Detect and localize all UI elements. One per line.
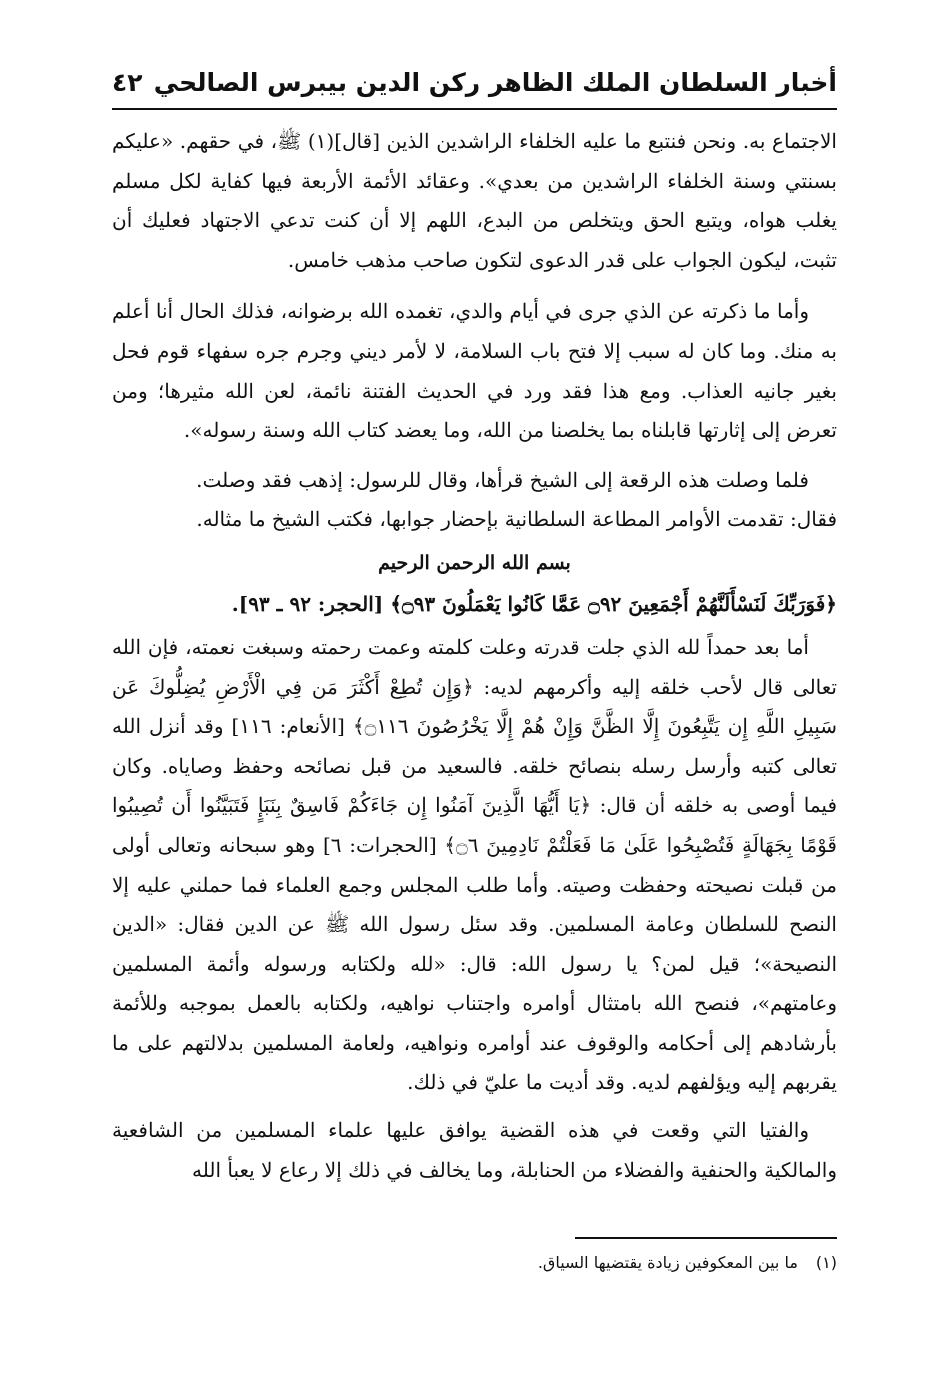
running-title: أخبار السلطان الملك الظاهر ركن الدين بيبرس الصالحي	[153, 68, 837, 97]
running-header	[112, 60, 837, 106]
footnote	[300, 1249, 837, 1277]
quran-verse-line: ﴿فَوَرَبِّكَ لَنَسْأَلَنَّهُمْ أَجْمَعِينَ ۝٩٢ عَمَّا كَانُوا يَعْمَلُونَ ۝٩٣﴾ [الحجر: ٩٢ ـ ٩٣].	[231, 591, 837, 616]
paragraph-2: وأما ما ذكرته عن الذي جرى في أيام والدي، تغمده الله برضوانه، فذلك الحال أنا أعلم به منك. وما كان له سبب إلا فتح باب السلامة، لا لأمر ديني وجرم جره سفهاء قوم فحل بغير جانيه العذاب. ومع هذا فقد ورد في الحديث الفتنة نائمة، لعن الله مثيرها؛ ومن تعرض إلى إثارتها قابلناه بما يخلصنا من الله، وما يعضد كتاب الله وسنة رسوله».	[112, 299, 837, 443]
paragraph-6: والفتيا التي وقعت في هذه القضية يوافق عليها علماء المسلمين من الشافعية والمالكية والحنفية والفضلاء من الحنابلة، وما يخالف في ذلك إلا رعاع لا يعبأ الله	[112, 1118, 837, 1182]
footnote-text: ما بين المعكوفين زيادة يقتضيها السياق.	[537, 1253, 798, 1272]
header-rule	[112, 108, 837, 110]
basmala-calligraphy: بسم الله الرحمن الرحيم	[378, 551, 571, 574]
footnote-number: (١)	[815, 1253, 837, 1272]
paragraph-3: فلما وصلت هذه الرقعة إلى الشيخ قرأها، وقال للرسول: إذهب فقد وصلت.	[196, 467, 809, 492]
paragraph-4: فقال: تقدمت الأوامر المطاعة السلطانية بإحضار جوابها، فكتب الشيخ ما مثاله.	[196, 507, 837, 532]
paragraph-1: الاجتماع به. ونحن فنتبع ما عليه الخلفاء الراشدين الذين [قال](١) ﷺ، في حقهم. «عليكم بسنتي وسنة الخلفاء الراشدين من بعدي». وعقائد الأئمة الأربعة فيها كفاية لكل مسلم يغلب هواه، ويتبع الحق ويتخلص من البدع، اللهم إلا أن كنت تدعي الاجتهاد فعليك أن تثبت، ليكون الجواب على قدر الدعوى لتكون صاحب مذهب خامس.	[112, 129, 837, 272]
page-number: ٤٢	[112, 68, 143, 97]
paragraph-5: أما بعد حمداً لله الذي جلت قدرته وعلت كلمته وعمت رحمته وسبغت نعمته، فإن الله تعالى قال لأحب خلقه إليه وأكرمهم لديه: ﴿وَإِن تُطِعْ أَكْثَرَ مَن فِي الْأَرْضِ يُضِلُّوكَ عَن سَبِيلِ اللَّهِ إِن يَتَّبِعُونَ إِلَّا الظَّنَّ وَإِنْ هُمْ إِلَّا يَخْرُصُونَ ۝١١٦﴾ [الأنعام: ١١٦] وقد أنزل الله تعالى كتبه وأرسل رسله بنصائح خلقه. فالسعيد من قبل نصائحه وحفظ وصاياه. وكان فيما أوصى به خلقه أن قال: ﴿يَا أَيُّهَا الَّذِينَ آمَنُوا إِن جَاءَكُمْ فَاسِقٌ بِنَبَإٍ فَتَبَيَّنُوا أَن تُصِيبُوا قَوْمًا بِجَهَالَةٍ فَتُصْبِحُوا عَلَىٰ مَا فَعَلْتُمْ نَادِمِينَ ۝٦﴾ [الحجرات: ٦] وهو سبحانه وتعالى أولى من قبلت نصيحته وحفظت وصيته. وأما طلب المجلس وجمع العلماء فما حملني عليه إلا النصح للسلطان وعامة المسلمين. وقد سئل رسول الله ﷺ عن الدين فقال: «الدين النصيحة»؛ قيل لمن؟ يا رسول الله: قال: «لله ولكتابه ورسوله وأئمة المسلمين وعامتهم»، فنصح الله بامتثال أوامره واجتناب نواهيه، ولكتابه بالعمل بموجبه وللأئمة بأرشادهم إلى أحكامه والوقوف عند أوامره ونواهيه، ولعامة المسلمين بدلالتهم على ما يقربهم إليه ويؤلفهم لديه. وقد أديت ما عليّ في ذلك.	[112, 634, 838, 1095]
main-text	[112, 122, 837, 1190]
footnote-rule	[575, 1237, 837, 1239]
